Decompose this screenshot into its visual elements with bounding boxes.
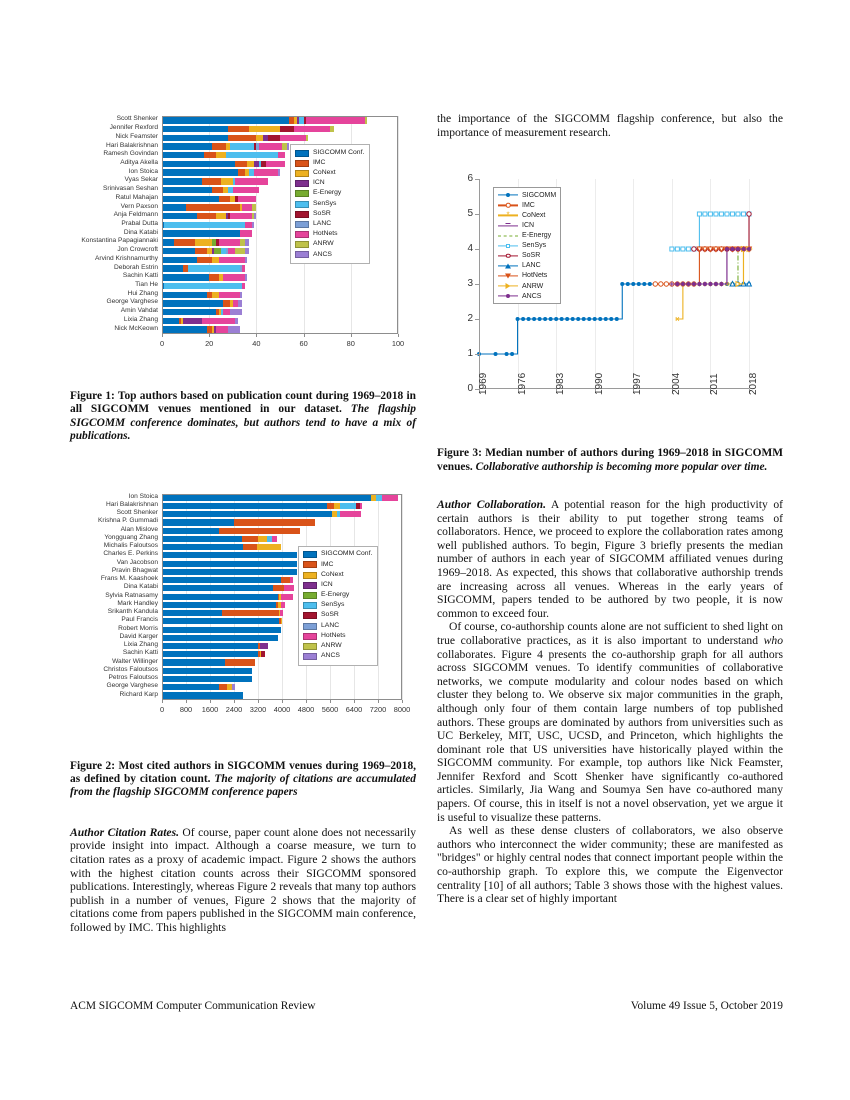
legend-marker bbox=[505, 273, 511, 278]
x-tick-label: 1983 bbox=[555, 372, 567, 396]
legend-entry bbox=[498, 231, 556, 241]
author-label: Krishna P. Gummadi bbox=[98, 517, 158, 525]
legend-label: ICN bbox=[321, 580, 333, 588]
legend-label: ICN bbox=[313, 179, 325, 187]
x-tick-label: 100 bbox=[391, 339, 405, 348]
author-citation-body: Of course, paper count alone does not necessarily provide insight into impact. Although a coarse measure, we turn to citation rates as a proxy of academic impact. Figure 2 shows the authors with the highest citation counts across their SIGCOMM sponsored publications. Interestingly, whereas Figure 2 reveals that many top authors publish in a number of venues, Figure 2 shows that the majority of citations come from papers published in the SIGCOMM main conference, followed by IMC. This highlights bbox=[70, 825, 416, 934]
x-tick-label: 1600 bbox=[201, 704, 219, 714]
x-gridline bbox=[398, 116, 399, 334]
author-label: Alan Mislove bbox=[120, 525, 158, 533]
legend-line bbox=[498, 235, 518, 236]
author-label: Robert Morris bbox=[118, 624, 158, 632]
legend-entry bbox=[295, 209, 364, 219]
legend-label: SoSR bbox=[313, 209, 331, 217]
author-label: Hari Balakrishnan bbox=[105, 141, 158, 149]
page-footer bbox=[70, 1000, 783, 1012]
author-label: Dina Katabi bbox=[123, 583, 158, 591]
figure-3-chart bbox=[437, 163, 783, 431]
legend-swatch bbox=[295, 201, 309, 208]
author-label: Ratul Mahajan bbox=[115, 193, 158, 201]
author-label: Michalis Faloutsos bbox=[103, 542, 158, 550]
legend-label: E-Energy bbox=[313, 189, 342, 197]
figure-3-legend bbox=[493, 187, 561, 304]
figure-1 bbox=[70, 112, 416, 374]
legend-label: ANCS bbox=[313, 250, 332, 258]
legend-marker bbox=[506, 294, 510, 298]
legend-label: LANC bbox=[313, 220, 332, 227]
author-label: Sylvia Ratnasamy bbox=[105, 591, 158, 599]
author-label: Aditya Akella bbox=[120, 158, 158, 166]
author-label: Srikanth Kandula bbox=[107, 608, 158, 616]
legend-swatch bbox=[295, 180, 309, 187]
author-label: Paul Francis bbox=[121, 616, 158, 624]
y-tick-label: 1 bbox=[467, 348, 473, 360]
legend-label: LANC bbox=[522, 262, 541, 270]
author-label: Scott Shenker bbox=[116, 115, 158, 123]
x-tick-label: 1990 bbox=[593, 372, 605, 396]
author-label: Hari Balakrishnan bbox=[105, 500, 158, 508]
legend-label: ANCS bbox=[522, 292, 542, 300]
x-tick-label: 8000 bbox=[393, 704, 411, 714]
x-tick-label: 4800 bbox=[297, 704, 315, 714]
legend-entry bbox=[303, 550, 372, 560]
x-tick-mark bbox=[162, 334, 163, 337]
author-label: Deborah Estrin bbox=[114, 263, 158, 271]
legend-swatch bbox=[303, 592, 317, 599]
legend-label: E-Energy bbox=[522, 232, 552, 240]
right-intro-paragraph: the importance of the SIGCOMM flagship conference, but also the importance of measurement research. bbox=[437, 112, 783, 139]
author-label: Sachin Katti bbox=[122, 272, 158, 280]
legend-entry bbox=[303, 631, 372, 641]
legend-entry bbox=[498, 210, 556, 220]
legend-swatch bbox=[295, 211, 309, 218]
author-label: Christos Faloutsos bbox=[103, 665, 158, 673]
legend-marker bbox=[506, 193, 510, 197]
x-tick-label: 1976 bbox=[516, 372, 528, 396]
legend-swatch bbox=[303, 561, 317, 568]
figure-1-legend bbox=[290, 144, 370, 264]
y-tick-mark bbox=[475, 354, 479, 355]
legend-line-sample bbox=[498, 231, 518, 240]
legend-label: IMC bbox=[321, 560, 334, 568]
figure-2 bbox=[70, 490, 416, 742]
legend-entry bbox=[303, 560, 372, 570]
legend-marker bbox=[505, 263, 511, 268]
legend-swatch bbox=[303, 551, 317, 558]
x-tick-label: 1997 bbox=[632, 372, 644, 396]
author-label: Walter Willinger bbox=[112, 657, 158, 665]
author-label: Konstantina Papagiannaki bbox=[81, 237, 158, 245]
author-label: Nick Feamster bbox=[115, 132, 158, 140]
legend-marker: * bbox=[506, 210, 510, 220]
y-tick-label: 4 bbox=[467, 243, 473, 255]
y-tick-label: 6 bbox=[467, 173, 473, 185]
legend-swatch bbox=[295, 150, 309, 157]
coauthorship-text-a: Of course, co-authorship counts alone are not sufficient to shed light on true collaborative practices, as it is also important to understand bbox=[437, 620, 783, 647]
legend-label: HotNets bbox=[522, 272, 548, 280]
x-tick-label: 0 bbox=[159, 339, 165, 348]
legend-line-sample bbox=[498, 261, 518, 270]
y-tick-mark bbox=[475, 284, 479, 285]
legend-swatch bbox=[303, 582, 317, 589]
figure-1-caption-emphasis: The flagship SIGCOMM conference dominates, but authors tend to have a mix of publications. bbox=[70, 403, 416, 443]
legend-label: SenSys bbox=[313, 199, 337, 207]
legend-swatch bbox=[295, 241, 309, 248]
right-column bbox=[437, 112, 783, 906]
figure-3-caption bbox=[437, 447, 783, 474]
author-label: Srinivasan Seshan bbox=[103, 185, 158, 193]
legend-entry bbox=[498, 220, 556, 230]
legend-entry bbox=[498, 281, 556, 291]
x-tick-mark bbox=[210, 700, 211, 703]
x-tick-mark bbox=[351, 334, 352, 337]
x-tick-mark bbox=[256, 334, 257, 337]
legend-entry bbox=[295, 199, 364, 209]
author-citation-heading: Author Citation Rates. bbox=[70, 825, 179, 839]
legend-entry bbox=[498, 271, 556, 281]
legend-entry bbox=[303, 641, 372, 651]
legend-label: ANRW bbox=[321, 642, 342, 649]
legend-entry bbox=[498, 251, 556, 261]
x-tick-label: 3200 bbox=[249, 704, 267, 714]
legend-label: CoNext bbox=[313, 169, 336, 177]
author-collaboration-heading: Author Collaboration. bbox=[437, 498, 546, 511]
figure-1-caption bbox=[70, 390, 416, 444]
figure-1-caption-bold: Figure 1: Top authors based on publication count during 1969–2018 in all SIGCOMM venues mentioned in our dataset. bbox=[70, 390, 416, 416]
author-label: Van Jacobson bbox=[116, 558, 158, 566]
legend-label: CoNext bbox=[321, 570, 344, 578]
legend-entry bbox=[303, 611, 372, 621]
legend-swatch bbox=[303, 572, 317, 579]
figure-3 bbox=[437, 163, 783, 431]
x-tick-mark bbox=[304, 334, 305, 337]
legend-label: SenSys bbox=[522, 242, 547, 250]
legend-label: E-Energy bbox=[321, 591, 350, 599]
author-label: Tian He bbox=[135, 281, 158, 289]
footer-journal-name: ACM SIGCOMM Computer Communication Review bbox=[70, 1000, 316, 1012]
legend-swatch bbox=[295, 231, 309, 238]
legend-label: HotNets bbox=[313, 230, 338, 238]
author-label: Pravin Bhagwat bbox=[111, 566, 158, 574]
figure-3-caption-emphasis: Collaborative authorship is becoming more popular over time. bbox=[475, 460, 768, 473]
author-label: Amin Vahdat bbox=[120, 307, 158, 315]
y-tick-label: 0 bbox=[467, 383, 473, 395]
x-tick-label: 40 bbox=[252, 339, 261, 348]
legend-line-sample bbox=[498, 241, 518, 250]
author-label: David Karger bbox=[119, 632, 158, 640]
x-tick-label: 2004 bbox=[670, 372, 682, 396]
legend-label: LANC bbox=[321, 621, 340, 629]
legend-entry bbox=[303, 590, 372, 600]
x-tick-label: 2400 bbox=[225, 704, 243, 714]
author-label: Hui Zhang bbox=[127, 289, 158, 297]
x-tick-mark bbox=[186, 700, 187, 703]
legend-label: IMC bbox=[313, 158, 326, 166]
author-label: Jon Crowcroft bbox=[117, 246, 158, 254]
legend-entry bbox=[303, 580, 372, 590]
author-label: Lixia Zhang bbox=[123, 315, 158, 323]
figure-3-plot-area bbox=[479, 179, 749, 389]
legend-label: SIGCOMM Conf. bbox=[313, 148, 365, 156]
figure-2-legend bbox=[298, 546, 378, 666]
author-citation-paragraph bbox=[70, 826, 416, 935]
legend-entry bbox=[295, 158, 364, 168]
x-tick-mark bbox=[162, 700, 163, 703]
x-tick-mark bbox=[402, 700, 403, 703]
coauthorship-paragraph bbox=[437, 620, 783, 824]
author-label: Yongguang Zhang bbox=[104, 533, 158, 541]
x-tick-label: 4000 bbox=[273, 704, 291, 714]
legend-entry bbox=[303, 652, 372, 662]
x-tick-label: 1969 bbox=[478, 372, 489, 396]
legend-marker bbox=[506, 254, 511, 259]
legend-label: HotNets bbox=[321, 631, 346, 639]
legend-marker bbox=[506, 244, 510, 248]
x-tick-mark bbox=[354, 700, 355, 703]
legend-entry bbox=[295, 230, 364, 240]
x-tick-mark bbox=[234, 700, 235, 703]
y-tick-mark bbox=[475, 179, 479, 180]
y-tick-label: 2 bbox=[467, 313, 473, 325]
author-label: Scott Shenker bbox=[116, 509, 158, 517]
author-label: Charles E. Perkins bbox=[103, 550, 158, 558]
legend-line-sample bbox=[498, 271, 518, 280]
author-label: George Varghese bbox=[106, 298, 158, 306]
legend-label: IMC bbox=[522, 201, 535, 209]
figure-3-caption-bold: Figure 3: Median number of authors during 1969–2018 in SIGCOMM venues. bbox=[437, 447, 783, 473]
x-gridline bbox=[402, 494, 403, 700]
x-tick-label: 80 bbox=[346, 339, 355, 348]
legend-swatch bbox=[295, 251, 309, 258]
legend-entry bbox=[295, 179, 364, 189]
legend-swatch bbox=[303, 653, 317, 660]
legend-line-sample bbox=[498, 292, 518, 301]
figure-2-caption-emphasis: The majority of citations are accumulated from the flagship SIGCOMM conference papers bbox=[70, 773, 416, 799]
legend-line-sample bbox=[498, 211, 518, 220]
legend-line-sample bbox=[498, 201, 518, 210]
y-tick-mark bbox=[475, 249, 479, 250]
bridges-paragraph: As well as these dense clusters of collaborators, we also observe authors who interconnect the wider community; these are manifested as "bridges" or highly central nodes that connect important people within the co-authorship graph. To explore this, we compute the Eigenvector centrality [10] of all authors; Table 3 shows those with the highest values. There is a clear set of highly important bbox=[437, 824, 783, 906]
author-label: Richard Karp bbox=[119, 690, 158, 698]
legend-label: CoNext bbox=[522, 211, 546, 219]
legend-swatch bbox=[295, 170, 309, 177]
author-collaboration-paragraph bbox=[437, 498, 783, 620]
author-label: Ramesh Govindan bbox=[103, 150, 158, 158]
legend-entry bbox=[295, 219, 364, 229]
legend-label: ANRW bbox=[522, 282, 544, 290]
legend-marker bbox=[506, 203, 511, 208]
author-label: George Varghese bbox=[106, 682, 158, 690]
legend-label: ANRW bbox=[313, 240, 334, 248]
legend-marker bbox=[506, 223, 511, 229]
legend-swatch bbox=[303, 643, 317, 650]
x-tick-mark bbox=[378, 700, 379, 703]
legend-line-sample bbox=[498, 221, 518, 230]
author-label: Ion Stoica bbox=[128, 167, 158, 175]
author-label: Mark Handley bbox=[117, 599, 158, 607]
author-label: Dina Katabi bbox=[123, 228, 158, 236]
author-label: Nick McKeown bbox=[114, 324, 158, 332]
x-tick-mark bbox=[398, 334, 399, 337]
legend-entry bbox=[498, 200, 556, 210]
x-tick-mark bbox=[258, 700, 259, 703]
author-label: Petros Faloutsos bbox=[108, 674, 158, 682]
figure-2 bbox=[70, 490, 416, 742]
legend-swatch bbox=[303, 623, 317, 630]
legend-entry bbox=[295, 148, 364, 158]
author-label: Sachin Katti bbox=[122, 649, 158, 657]
legend-entry bbox=[295, 250, 364, 260]
author-label: Prabal Dutta bbox=[121, 220, 158, 227]
legend-swatch bbox=[295, 190, 309, 197]
author-label: Arvind Krishnamurthy bbox=[94, 254, 158, 262]
legend-line-sample bbox=[498, 251, 518, 260]
x-tick-label: 6400 bbox=[345, 704, 363, 714]
legend-line-sample bbox=[498, 191, 518, 200]
y-tick-label: 5 bbox=[467, 208, 473, 220]
author-label: Frans M. Kaashoek bbox=[100, 575, 158, 583]
legend-label: SoSR bbox=[321, 611, 339, 619]
figure-2-caption-bold: Figure 2: Most cited authors in SIGCOMM venues during 1969–2018, as defined by citation count. bbox=[70, 759, 416, 786]
legend-entry bbox=[303, 570, 372, 580]
x-tick-label: 0 bbox=[159, 704, 165, 714]
x-tick-label: 2011 bbox=[709, 373, 721, 396]
legend-marker bbox=[506, 283, 511, 289]
figure-2-plot-area bbox=[162, 494, 402, 700]
y-tick-label: 3 bbox=[467, 278, 473, 290]
x-tick-label: 800 bbox=[179, 704, 193, 714]
legend-label: ANCS bbox=[321, 652, 340, 660]
legend-label: SIGCOMM Conf. bbox=[321, 550, 373, 558]
x-tick-label: 5600 bbox=[321, 704, 339, 714]
legend-swatch bbox=[303, 633, 317, 640]
author-label: Ion Stoica bbox=[128, 492, 158, 500]
legend-entry bbox=[303, 621, 372, 631]
y-tick-mark bbox=[475, 214, 479, 215]
legend-swatch bbox=[303, 612, 317, 619]
author-label: Lixia Zhang bbox=[123, 641, 158, 649]
legend-label: SIGCOMM bbox=[522, 191, 557, 199]
legend-line-sample bbox=[498, 282, 518, 291]
figure-1-plot-area bbox=[162, 116, 398, 334]
author-label: Vyas Sekar bbox=[124, 176, 158, 184]
legend-entry bbox=[295, 240, 364, 250]
left-column bbox=[70, 112, 416, 935]
legend-entry bbox=[498, 291, 556, 301]
figure-1 bbox=[70, 112, 416, 374]
legend-entry bbox=[303, 601, 372, 611]
legend-entry bbox=[295, 168, 364, 178]
legend-entry bbox=[498, 241, 556, 251]
y-tick-mark bbox=[475, 319, 479, 320]
x-tick-label: 2018 bbox=[748, 372, 759, 396]
x-tick-label: 7200 bbox=[369, 704, 387, 714]
legend-label: ICN bbox=[522, 222, 535, 230]
legend-label: SenSys bbox=[321, 601, 345, 609]
legend-entry bbox=[498, 190, 556, 200]
figure-2-caption bbox=[70, 760, 416, 800]
author-label: Vern Paxson bbox=[120, 202, 158, 210]
x-tick-mark bbox=[282, 700, 283, 703]
x-tick-mark bbox=[306, 700, 307, 703]
author-label: Jennifer Rexford bbox=[109, 124, 158, 132]
coauthorship-text-b: collaborates. Figure 4 presents the co-authorship graph for all authors across SIGCOMM venues. To identify communities of collaborative networks, we compute modularity and colour nodes based on which cluster they belong to. We observe six major communities in the graph, although only four of them contain large numbers of top published authors. These groups are dominated by authors from universities such as UC Berkeley, MIT, USC, UCSD, and Princeton, which highlights the dominant role that US universities have historically played within the SIGCOMM community. For example, top authors like Nick Feamster, Jennifer Rexford and Scott Shenker have significantly co-authored articles. Similarly, Jia Wang and Soumya Sen have co-authored many papers. Of course, this in itself is not a novel observation, yet we argue it is useful to visualize these patterns. bbox=[437, 647, 783, 824]
legend-entry bbox=[498, 261, 556, 271]
legend-swatch bbox=[295, 160, 309, 167]
author-label: Anja Feldmann bbox=[113, 211, 158, 219]
coauthorship-emphasis-who: who bbox=[763, 633, 783, 647]
author-collaboration-body: A potential reason for the high productivity of certain authors is their ability to put together strong teams of collaborators. Hence, we proceed to explore the collaboration rates among well published authors. To begin, Figure 3 briefly presents the median number of authors in each year of SIGCOMM affiliated venues during 1969–2018. As expected, this shows that collaborative authorship trends are increasing across all venues. Whereas in the early years of SIGCOMM, papers tended to be authored by two people, it is now common to exceed four. bbox=[437, 498, 783, 620]
legend-swatch bbox=[295, 221, 309, 228]
x-tick-mark bbox=[209, 334, 210, 337]
footer-volume-info: Volume 49 Issue 5, October 2019 bbox=[630, 1000, 783, 1012]
x-tick-mark bbox=[330, 700, 331, 703]
legend-swatch bbox=[303, 602, 317, 609]
x-tick-label: 20 bbox=[205, 339, 214, 348]
x-tick-label: 60 bbox=[299, 339, 308, 348]
legend-label: SoSR bbox=[522, 252, 541, 260]
legend-entry bbox=[295, 189, 364, 199]
